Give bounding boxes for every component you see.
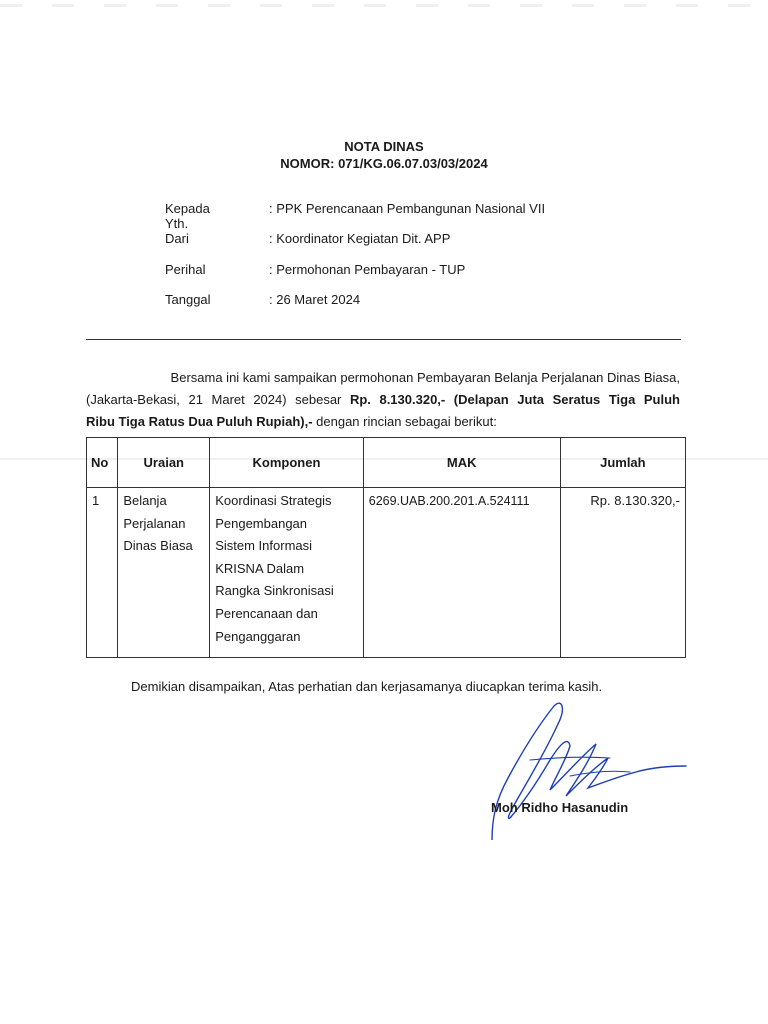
cell-line: Perjalanan — [123, 515, 186, 531]
meta-value: : Permohonan Pembayaran - TUP — [269, 262, 466, 277]
cell-line: Koordinasi Strategis — [215, 493, 332, 508]
document-title: NOTA DINAS — [344, 139, 424, 154]
cell-line: Penganggaran — [215, 628, 301, 644]
divider-line — [86, 339, 681, 340]
cell-mak — [363, 488, 560, 658]
body-line-3 — [86, 411, 680, 433]
amount-words: Ribu Tiga Ratus Dua Puluh Rupiah),- — [86, 414, 313, 429]
cell-uraian — [118, 488, 210, 658]
meta-value: : Koordinator Kegiatan Dit. APP — [269, 231, 451, 246]
cell-komponen — [210, 488, 364, 658]
cell-line: Pengembangan — [215, 515, 308, 531]
cell-no: 1 — [87, 488, 118, 658]
table-row — [87, 488, 686, 658]
signer-name: Moh Ridho Hasanudin — [491, 800, 629, 815]
meta-label: Kepada Yth. — [165, 201, 210, 231]
header-komponen: Komponen — [210, 438, 364, 488]
mak-code: 6269.UAB.200.201.A.524111 — [368, 494, 530, 508]
cell-line: Rangka Sinkronisasi — [215, 583, 334, 599]
signature-stroke — [492, 703, 686, 840]
cell-line: KRISNA Dalam — [215, 560, 305, 576]
cell-line: Perencanaan dan — [215, 605, 318, 621]
meta-label: Dari — [165, 231, 189, 246]
signature-stroke — [530, 757, 610, 760]
handwritten-signature — [470, 700, 700, 840]
cell-line: Sistem Informasi — [215, 538, 313, 554]
meta-value: : 26 Maret 2024 — [269, 292, 361, 307]
header-jumlah: Jumlah — [560, 438, 685, 488]
amount-text: Rp. 8.130.320,- (Delapan Juta Seratus Tiga Puluh — [349, 392, 680, 407]
header-mak: MAK — [363, 438, 560, 488]
body-line-1: Bersama ini kami sampaikan permohonan Pembayaran Belanja Perjalanan Dinas Biasa, — [170, 370, 680, 385]
detail-table — [86, 437, 686, 658]
scan-artifact-top — [0, 4, 768, 7]
table-header-row — [87, 438, 686, 488]
body-line-2 — [86, 389, 680, 411]
cell-jumlah — [560, 488, 685, 658]
cell-line: Dinas Biasa — [123, 538, 193, 554]
closing-sentence: Demikian disampaikan, Atas perhatian dan kerjasamanya diucapkan terima kasih. — [131, 679, 603, 694]
body-paragraph — [86, 367, 680, 433]
meta-label: Perihal — [165, 262, 206, 277]
header-no: No — [87, 438, 118, 488]
header-uraian: Uraian — [118, 438, 210, 488]
meta-label: Tanggal — [165, 292, 211, 307]
cell-line: Belanja — [123, 493, 167, 508]
document-number: NOMOR: 071/KG.06.07.03/03/2024 — [280, 156, 488, 171]
meta-value: : PPK Perencanaan Pembangunan Nasional VII — [269, 201, 546, 216]
body-text: dengan rincian sebagai berikut: — [312, 414, 497, 429]
jumlah-amount: Rp. 8.130.320,- — [590, 493, 680, 508]
body-text: (Jakarta-Bekasi, 21 Maret 2024) sebesar — [86, 392, 350, 407]
